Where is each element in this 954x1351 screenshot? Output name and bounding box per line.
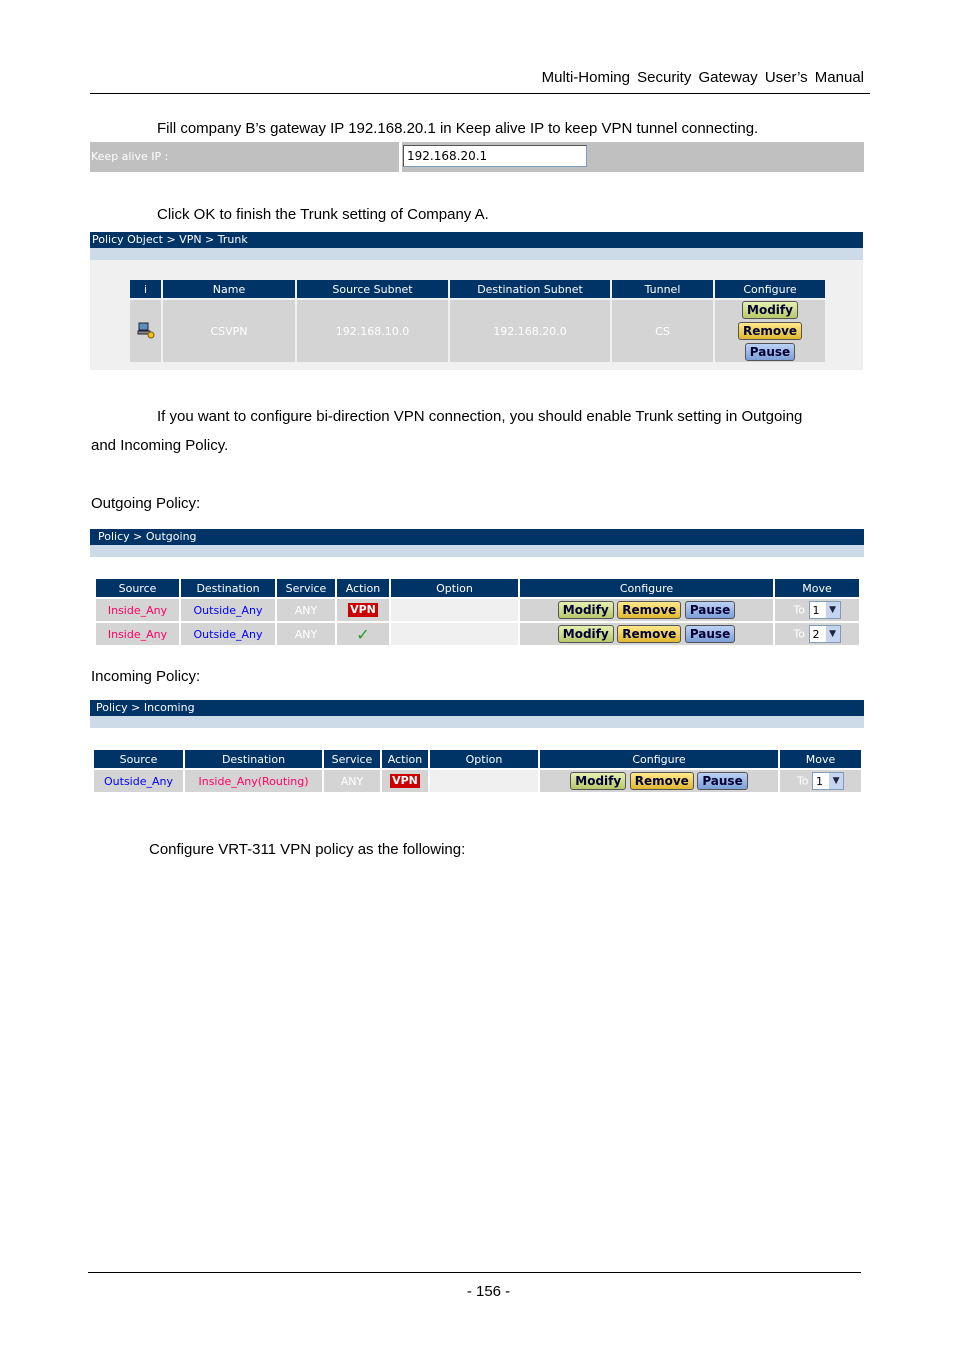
policy-service: ANY — [277, 599, 335, 621]
remove-button[interactable]: Remove — [617, 601, 681, 619]
col-configure: Configure — [715, 280, 825, 298]
policy-service: ANY — [324, 770, 380, 792]
pause-button[interactable]: Pause — [697, 772, 747, 790]
col-i: i — [130, 280, 161, 298]
keepalive-ip-input[interactable] — [403, 145, 587, 167]
policy-destination: Outside_Any — [181, 599, 275, 621]
trunk-dest: 192.168.20.0 — [450, 300, 610, 362]
outgoing-panel — [90, 529, 864, 557]
vpn-icon: VPN — [350, 603, 376, 616]
footer-rule — [88, 1272, 861, 1273]
instruction-keepalive: Fill company B’s gateway IP 192.168.20.1 in Keep alive IP to keep VPN tunnel connecting. — [157, 120, 759, 137]
col-destination: Destination — [181, 579, 275, 597]
remove-button[interactable]: Remove — [738, 322, 802, 340]
pause-button[interactable]: Pause — [745, 343, 795, 361]
trunk-name: CSVPN — [163, 300, 295, 362]
outgoing-breadcrumb: Policy > Outgoing — [90, 529, 864, 545]
keepalive-label: Keep alive IP : — [91, 150, 169, 163]
incoming-panel — [90, 700, 864, 728]
col-action: Action — [337, 579, 389, 597]
move-to-label: To — [793, 627, 806, 641]
table-row — [96, 623, 859, 645]
policy-source: Inside_Any — [96, 599, 179, 621]
col-destination-subnet: Destination Subnet — [450, 280, 610, 298]
move-select[interactable]: 2 ▼ — [809, 625, 841, 643]
incoming-table — [92, 748, 863, 794]
incoming-breadcrumb: Policy > Incoming — [90, 700, 864, 716]
col-move: Move — [780, 750, 861, 768]
policy-source: Outside_Any — [94, 770, 183, 792]
instruction-ok: Click OK to finish the Trunk setting of Company A. — [157, 206, 489, 223]
outgoing-label: Outgoing Policy: — [91, 495, 201, 512]
policy-service: ANY — [277, 623, 335, 645]
col-option: Option — [430, 750, 538, 768]
move-to-label: To — [793, 603, 806, 617]
modify-button[interactable]: Modify — [570, 772, 626, 790]
manual-header: Multi-Homing Security Gateway User’s Manual — [541, 69, 864, 86]
computer-key-icon — [137, 321, 155, 339]
keepalive-row — [90, 142, 864, 172]
remove-button[interactable]: Remove — [617, 625, 681, 643]
trunk-breadcrumb: Policy Object > VPN > Trunk — [90, 232, 863, 248]
trunk-table — [128, 278, 827, 364]
col-source-subnet: Source Subnet — [297, 280, 448, 298]
remove-button[interactable]: Remove — [630, 772, 694, 790]
instruction-vrt311: Configure VRT-311 VPN policy as the following: — [149, 841, 466, 858]
policy-destination: Inside_Any(Routing) — [185, 770, 322, 792]
page-number: - 156 - — [466, 1283, 511, 1300]
table-row — [130, 300, 825, 362]
col-service: Service — [277, 579, 335, 597]
col-name: Name — [163, 280, 295, 298]
move-select[interactable]: 1 ▼ — [812, 772, 844, 790]
col-move: Move — [775, 579, 859, 597]
policy-source: Inside_Any — [96, 623, 179, 645]
col-configure: Configure — [540, 750, 778, 768]
trunk-tunnel: CS — [612, 300, 713, 362]
chevron-down-icon: ▼ — [826, 602, 840, 618]
pause-button[interactable]: Pause — [685, 601, 735, 619]
vpn-icon: VPN — [392, 774, 418, 787]
instruction-bidirection-1: If you want to configure bi-direction VPN connection, you should enable Trunk setting in Outgoing — [157, 408, 803, 425]
chevron-down-icon: ▼ — [826, 626, 840, 642]
pause-button[interactable]: Pause — [685, 625, 735, 643]
outgoing-table — [94, 577, 861, 647]
col-destination: Destination — [185, 750, 322, 768]
move-to-label: To — [796, 774, 809, 788]
col-option: Option — [391, 579, 518, 597]
col-source: Source — [94, 750, 183, 768]
incoming-label: Incoming Policy: — [91, 668, 201, 685]
table-row — [94, 770, 861, 792]
header-rule — [90, 93, 870, 94]
modify-button[interactable]: Modify — [742, 301, 798, 319]
policy-destination: Outside_Any — [181, 623, 275, 645]
col-tunnel: Tunnel — [612, 280, 713, 298]
chevron-down-icon: ▼ — [829, 773, 843, 789]
check-icon: ✓ — [356, 624, 370, 644]
modify-button[interactable]: Modify — [558, 601, 614, 619]
col-source: Source — [96, 579, 179, 597]
instruction-bidirection-2: and Incoming Policy. — [91, 437, 229, 454]
col-action: Action — [382, 750, 428, 768]
col-configure: Configure — [520, 579, 773, 597]
trunk-source: 192.168.10.0 — [297, 300, 448, 362]
col-service: Service — [324, 750, 380, 768]
move-select[interactable]: 1 ▼ — [809, 601, 841, 619]
modify-button[interactable]: Modify — [558, 625, 614, 643]
table-row — [96, 599, 859, 621]
